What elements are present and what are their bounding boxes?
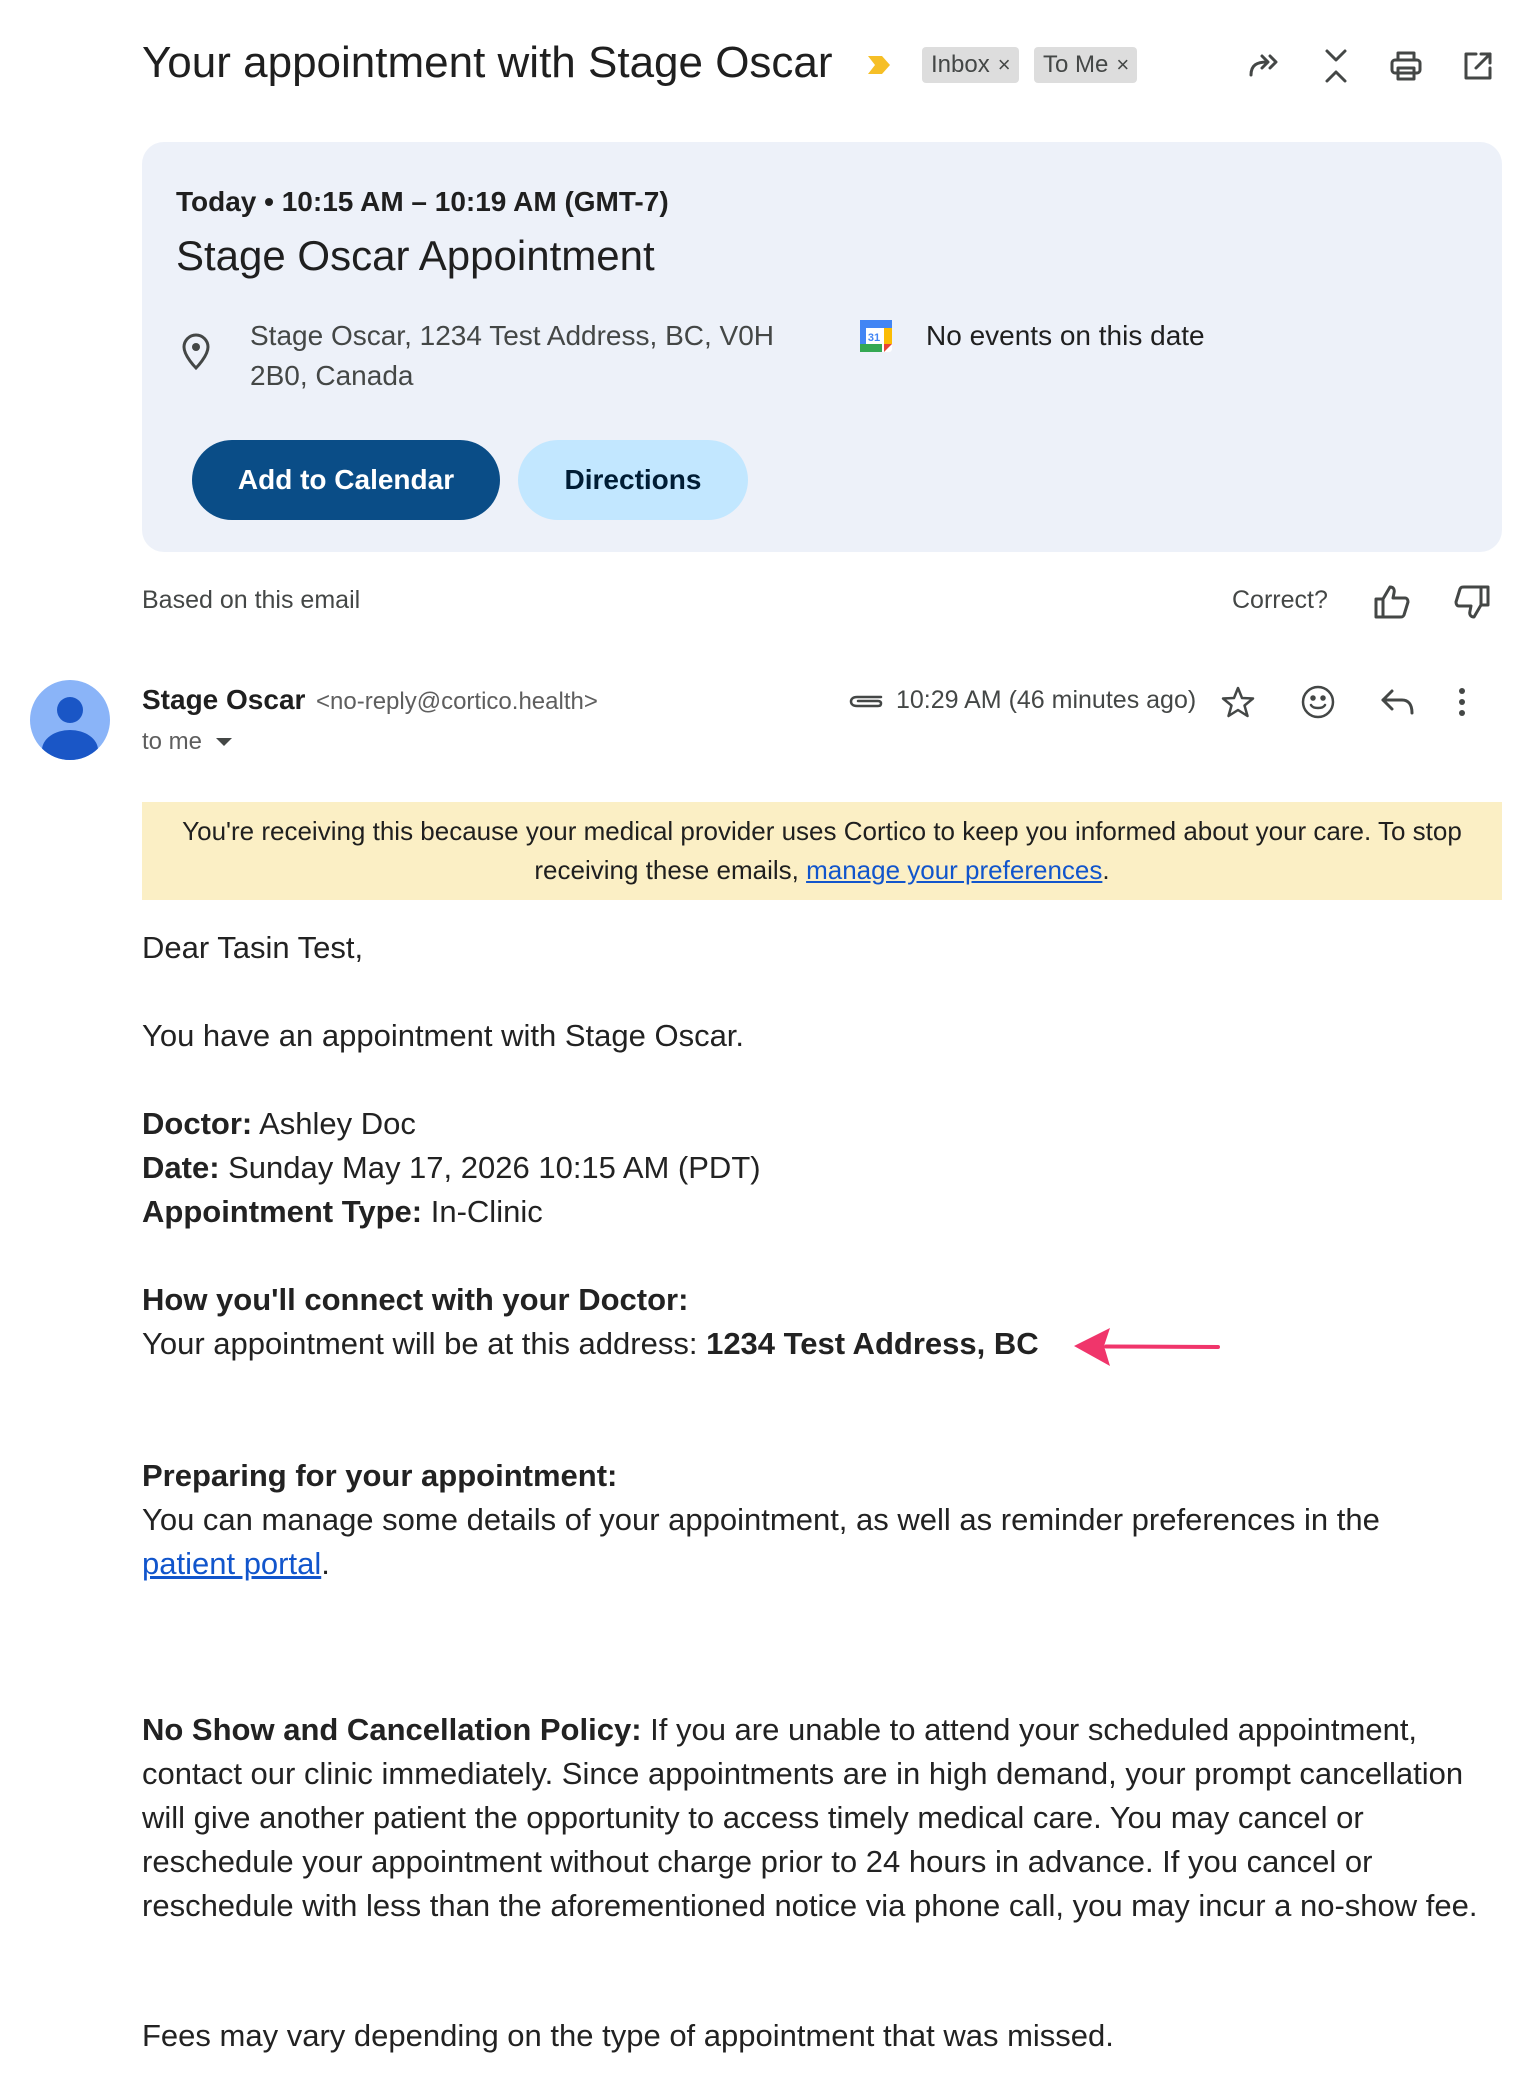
- preparing-heading-text: Preparing for your appointment:: [142, 1458, 618, 1493]
- date-value: Sunday May 17, 2026 10:15 AM (PDT): [219, 1150, 761, 1185]
- calendar-day-number: 31: [867, 332, 881, 344]
- cancellation-policy: [142, 1708, 1482, 1928]
- appointment-title: Stage Oscar Appointment: [176, 232, 655, 279]
- collapse-icon[interactable]: [1316, 46, 1356, 86]
- reply-icon[interactable]: [1376, 680, 1420, 724]
- address-value: 1234 Test Address, BC: [706, 1326, 1039, 1361]
- chevron-down-icon: [216, 738, 232, 746]
- fees-text: Fees may vary depending on the type of appointment that was missed.: [142, 2018, 1114, 2053]
- intro-text: You have an appointment with Stage Oscar.: [142, 1018, 745, 1053]
- more-options-icon[interactable]: [1440, 680, 1484, 724]
- calendar-status: No events on this date: [926, 320, 1205, 351]
- emoji-reaction-icon[interactable]: [1296, 680, 1340, 724]
- email-subject: Your appointment with Stage Oscar: [142, 38, 833, 87]
- directions-button[interactable]: Directions: [518, 440, 748, 520]
- appointment-location: Stage Oscar, 1234 Test Address, BC, V0H 2B0, Canada: [250, 320, 774, 391]
- preparing-text: You can manage some details of your appointment, as well as reminder preferences in the: [142, 1502, 1380, 1537]
- label-chip-to-me[interactable]: [1034, 47, 1137, 83]
- star-icon[interactable]: [1216, 680, 1260, 724]
- connect-heading: [142, 1282, 688, 1318]
- thumbs-down-icon[interactable]: [1450, 580, 1494, 624]
- add-to-calendar-button[interactable]: Add to Calendar: [192, 440, 500, 520]
- preparing-heading: [142, 1458, 617, 1494]
- annotation-arrow-icon: [1072, 1324, 1222, 1370]
- greeting: Dear Tasin Test,: [142, 930, 364, 965]
- manage-preferences-link[interactable]: manage your preferences: [806, 855, 1103, 885]
- appointment-time: Today • 10:15 AM – 10:19 AM (GMT-7): [176, 186, 669, 217]
- label-chip-text: Inbox: [931, 51, 990, 78]
- notice-text-end: .: [1102, 855, 1110, 885]
- address-prefix: Your appointment will be at this address:: [142, 1326, 707, 1361]
- address-line: [142, 1326, 1039, 1362]
- google-calendar-icon: [858, 318, 894, 354]
- based-on-email-text: Based on this email: [142, 586, 361, 614]
- notice-text: You're receiving this because your medical provider uses Cortico to keep you informed about your care. To stop receiving these emails,: [182, 816, 1462, 885]
- sender-name[interactable]: Stage Oscar: [142, 684, 306, 715]
- portal-line-end: .: [321, 1546, 330, 1581]
- sender-avatar[interactable]: [30, 680, 110, 760]
- importance-marker-icon[interactable]: [866, 54, 892, 76]
- remove-label-icon[interactable]: ×: [997, 52, 1011, 77]
- date-line: [142, 1150, 761, 1186]
- doctor-label: Doctor:: [142, 1106, 253, 1141]
- thumbs-up-icon[interactable]: [1370, 580, 1414, 624]
- appointment-type-label: Appointment Type:: [142, 1194, 423, 1229]
- open-new-window-icon[interactable]: [1458, 46, 1498, 86]
- appointment-type-line: [142, 1194, 543, 1230]
- forward-all-icon[interactable]: [1244, 46, 1284, 86]
- label-chip-text: To Me: [1043, 51, 1109, 78]
- policy-text: If you are unable to attend your scheduled appointment, contact our clinic immediately. Since appointments are in high demand, your prompt cancellation will give another patient the opportunity to access timely medical care. You may cancel or reschedule your appointment without charge prior to 24 hours in advance. If you cancel or reschedule with less than the aforementioned notice via phone call, you may incur a no-show fee.: [142, 1712, 1478, 1923]
- portal-line: [142, 1546, 330, 1582]
- appointment-type-value: In-Clinic: [422, 1194, 543, 1229]
- doctor-value: Ashley Doc: [252, 1106, 416, 1141]
- patient-portal-link[interactable]: patient portal: [142, 1546, 322, 1581]
- remove-label-icon[interactable]: ×: [1116, 52, 1130, 77]
- recipient-details-toggle[interactable]: [142, 728, 232, 756]
- sender-email: <no-reply@cortico.health>: [316, 688, 598, 715]
- notification-notice: [142, 802, 1502, 900]
- message-timestamp: 10:29 AM (46 minutes ago): [896, 686, 1197, 714]
- correct-prompt: Correct?: [1232, 586, 1328, 614]
- location-pin-icon: [176, 332, 216, 372]
- recipient-text: to me: [142, 728, 203, 755]
- label-chip-inbox[interactable]: [922, 47, 1019, 83]
- connect-heading-text: How you'll connect with your Doctor:: [142, 1282, 689, 1317]
- doctor-line: [142, 1106, 416, 1142]
- date-label: Date:: [142, 1150, 220, 1185]
- attachment-icon: [848, 688, 884, 712]
- print-icon[interactable]: [1386, 46, 1426, 86]
- policy-label: No Show and Cancellation Policy:: [142, 1712, 642, 1747]
